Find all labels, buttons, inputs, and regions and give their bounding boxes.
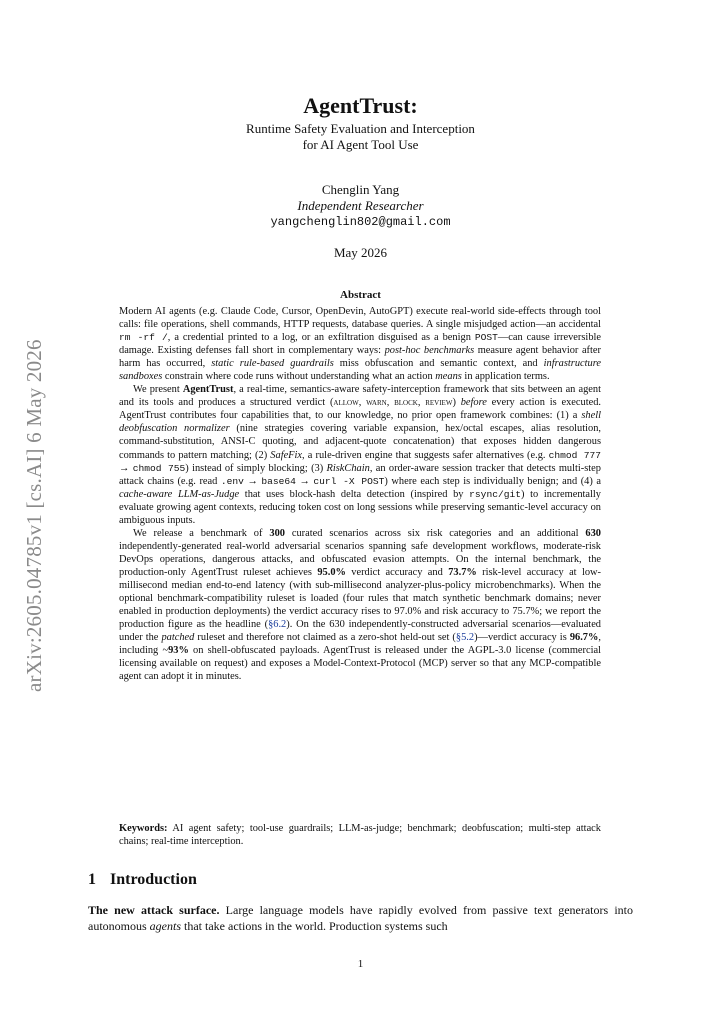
text-run: , a rule-driven engine that suggests safer alternatives (e.g. — [302, 449, 549, 461]
text-run: risk-level accuracy at low-millisecond median end-to-end latency (with sub-millisecond analyzer-plus-policy microbenchmarks). When the optional benchmark-compatibility ruleset is loaded (four rules that match synthetic benchmark domains; never enabled in production deployments) the verdict accuracy rises to 97.0% and risk accuracy to 75.7%; we report the production figure as the headline ( — [119, 566, 601, 631]
section-title: Introduction — [110, 871, 197, 888]
text-run: curated scenarios across six risk categories and an additional — [284, 527, 586, 539]
intro-paragraph — [88, 903, 633, 934]
emphasis-run: post-hoc benchmarks — [384, 345, 475, 357]
text-run: —can cause irreversible damage. Existing defenses fall short in complementary ways: — [119, 332, 602, 357]
bold-run: 73.7% — [448, 566, 477, 578]
text-run: ) where each step is individually benign; and (4) a — [384, 475, 601, 487]
text-run: )—verdict accuracy is — [474, 632, 570, 644]
author-email[interactable]: yangchenglin802@gmail.com — [270, 215, 451, 229]
text-run: (nine strategies covering variable expansion, hex/octal escapes, alias resolution, command-substitution, ANSI-C quoting, and adjacent-quote concatenation) that exposes hidden dangerous commands to pattern matching; (2) — [119, 423, 601, 461]
author-affiliation: Independent Researcher — [297, 198, 424, 213]
text-run: Large language models have rapidly evolved from passive text generators into autonomous — [88, 903, 634, 933]
text-run: Modern AI agents (e.g. Claude Code, Cursor, OpenDevin, AutoGPT) execute real-world side-effects through tool calls: file operations, shell commands, HTTP requests, database queries. A single misjudged action—an accidental — [119, 306, 601, 331]
verdict-labels: allow, warn, block, review — [333, 397, 453, 409]
section-link-5-2[interactable]: §5.2 — [455, 632, 475, 644]
abstract-paragraph-1 — [119, 305, 601, 383]
text-run: independently-generated real-world adversarial scenarios spanning safe development workflows, moderate-risk DevOps operations, dangerous attacks, and obfuscated evasion attempts. On the internal benchmark, the production-only AgentTrust ruleset achieves — [119, 540, 601, 578]
text-run: , an order-aware session tracker that detects multi-step attack chains (e.g. read — [119, 462, 601, 487]
subtitle-line-1: Runtime Safety Evaluation and Interception — [246, 121, 475, 136]
emphasis-run: SafeFix — [270, 449, 303, 461]
author-name: Chenglin Yang — [321, 182, 400, 197]
arxiv-identifier: arXiv:2605.04785v1 [cs.AI] 6 May 2026 — [22, 339, 46, 692]
text-run: ) — [452, 397, 461, 409]
emphasis-run: infrastructure sandboxes — [119, 358, 601, 383]
emphasis-run: agents — [149, 918, 182, 933]
text-run: that take actions in the world. Production systems such — [181, 918, 448, 933]
emphasis-run: means — [435, 371, 462, 383]
paper-subtitle — [0, 121, 721, 153]
text-run: , a credential printed to a log, or an exfiltration disguised as a benign — [167, 332, 475, 344]
subtitle-line-2: for AI Agent Tool Use — [302, 137, 419, 152]
section-number: 1 — [88, 871, 96, 888]
intro-lead: The new attack surface. — [88, 903, 220, 917]
text-run: on shell-obfuscated payloads. AgentTrust is released under the AGPL-3.0 license (commercial licensing available on request) and exposes a Model-Context-Protocol (MCP) server so that any MCP-compatible agent can adopt it in minutes. — [119, 645, 601, 683]
text-run: ). On the 630 independently-constructed adversarial scenarios—evaluated under the — [119, 619, 601, 644]
text-run: → — [295, 475, 314, 487]
emphasis-run: RiskChain — [326, 462, 370, 474]
bold-run: 630 — [585, 527, 601, 539]
text-run: We present — [133, 384, 183, 396]
keywords-label: Keywords: — [119, 823, 168, 834]
code-run: POST — [474, 332, 498, 344]
abstract-body — [119, 305, 601, 683]
code-run: curl -X POST — [313, 475, 385, 487]
code-run: .env — [220, 475, 244, 487]
text-run: miss obfuscation and semantic context, and — [333, 358, 544, 370]
text-run: verdict accuracy and — [345, 566, 449, 578]
text-run: that uses block-hash delta detection (inspired by — [239, 488, 470, 500]
text-run: → — [119, 462, 133, 474]
emphasis-run: patched — [161, 632, 195, 644]
text-run: measure agent behavior after harm has occurred, — [119, 345, 601, 370]
keywords-text: AI agent safety; tool-use guardrails; LLM-as-judge; benchmark; deobfuscation; multi-step attack chains; real-time interception. — [119, 823, 601, 848]
paper-title: AgentTrust: — [303, 93, 418, 118]
code-run: rm -rf / — [119, 332, 168, 344]
text-run: ) to incrementally evaluate growing agent contexts, reducing token cost on long sessions while preserving semantic-level accuracy on ambiguous inputs. — [119, 488, 602, 526]
text-run: constrain where code runs without understanding what an action — [162, 371, 436, 383]
bold-run: 300 — [269, 527, 285, 539]
section-link-6-2[interactable]: §6.2 — [268, 619, 287, 631]
abstract-paragraph-2 — [119, 383, 601, 527]
abstract-paragraph-3 — [119, 527, 601, 684]
text-run: → — [243, 475, 262, 487]
text-run: every action is executed. AgentTrust contributes four capabilities that, to our knowledge, no prior open framework combines: (1) a — [119, 397, 601, 422]
bold-run: 96.7% — [569, 632, 599, 644]
code-run: rsync/git — [469, 488, 521, 500]
emphasis-run: static rule-based guardrails — [211, 358, 334, 370]
text-run: , including ~ — [119, 632, 601, 657]
text-run: , a real-time, semantics-aware safety-interception framework that sits between an agent and its tools and produces a structured verdict ( — [119, 384, 601, 409]
text-run: in application terms. — [461, 371, 550, 383]
text-run: We release a benchmark of — [133, 527, 270, 539]
keywords — [119, 822, 601, 848]
abstract-heading: Abstract — [340, 289, 381, 301]
text-run: ruleset and therefore not claimed as a zero-shot held-out set ( — [194, 632, 456, 644]
emphasis-run: before — [460, 397, 487, 409]
bold-run: 93% — [168, 645, 189, 657]
section-heading-introduction — [88, 871, 197, 889]
author-block — [0, 182, 721, 230]
code-run: chmod 755 — [132, 462, 186, 474]
bold-run: 95.0% — [317, 566, 346, 578]
emphasis-run: cache-aware LLM-as-Judge — [119, 488, 240, 500]
emphasis-run: shell deobfuscation normalizer — [119, 410, 601, 435]
bold-run: AgentTrust — [182, 384, 234, 396]
paper-date: May 2026 — [333, 245, 388, 260]
page-number: 1 — [357, 958, 364, 970]
code-run: base64 — [261, 475, 296, 487]
code-run: chmod 777 — [548, 449, 602, 461]
text-run: ) instead of simply blocking; (3) — [185, 462, 327, 474]
